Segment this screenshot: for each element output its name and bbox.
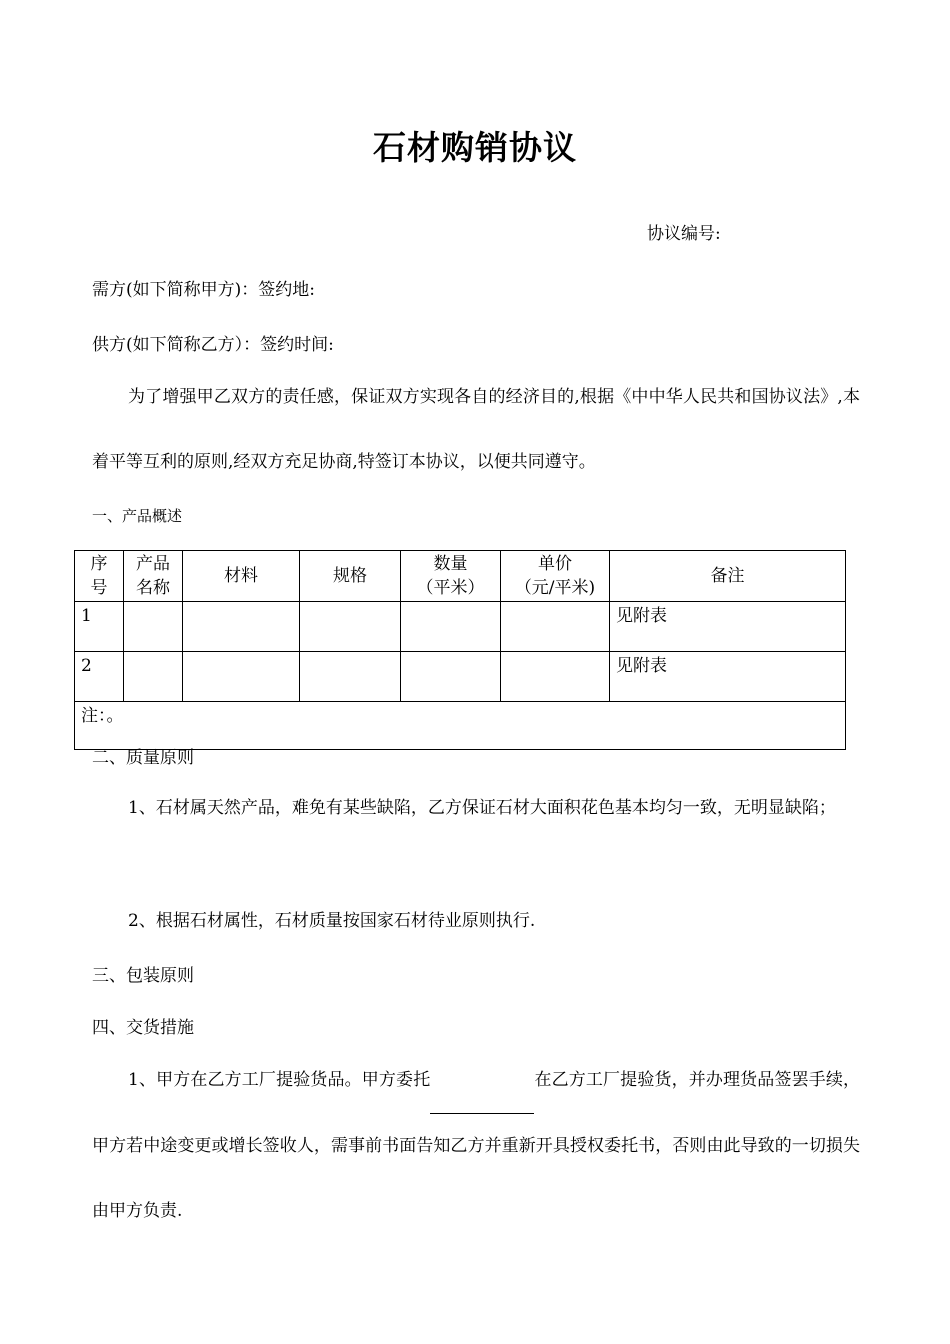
cell-material — [183, 602, 300, 652]
cell-spec — [300, 602, 401, 652]
table-row — [75, 602, 846, 652]
table-header-row — [75, 551, 846, 602]
cell-seq: 2 — [75, 652, 124, 702]
header-spec: 规格 — [300, 551, 401, 602]
cell-material — [183, 652, 300, 702]
quality-clause-1: 1、石材属天然产品，难免有某些缺陷，乙方保证石材大面积花色基本均匀一致，无明显缺陷； — [128, 798, 836, 818]
cell-unit-price — [501, 652, 610, 702]
cell-remark: 见附表 — [610, 652, 846, 702]
header-seq: 序 号 — [75, 551, 124, 602]
cell-unit-price — [501, 602, 610, 652]
preamble-paragraph: 为了增强甲乙双方的责任感，保证双方实现各自的经济目的,根据《中中华人民共和国协议法》,本着平等互利的原则,经双方充足协商,特签订本协议，以便共同遵守。 — [92, 387, 860, 472]
page-title: 石材购销协议 — [373, 128, 577, 167]
table-row — [75, 652, 846, 702]
product-table — [74, 550, 846, 750]
cell-quantity — [401, 602, 501, 652]
cell-remark: 见附表 — [610, 602, 846, 652]
section-heading-packaging: 三、包装原则 — [92, 966, 194, 986]
section-heading-delivery: 四、交货措施 — [92, 1018, 194, 1038]
party-a-line: 需方(如下简称甲方)：签约地: — [92, 280, 315, 300]
contract-number-label: 协议编号: — [647, 224, 721, 244]
delivery-clause-1: 1、甲方在乙方工厂提验货品。甲方委托 在乙方工厂提验货，并办理货品签罢手续，甲方若中途变更或增长签收人，需事前书面告知乙方并重新开具授权委托书，否则由此导致的一切损失由甲方负责. — [92, 1048, 860, 1244]
table-note-row — [75, 702, 846, 750]
cell-product-name — [124, 652, 183, 702]
party-b-line: 供方(如下简称乙方）：签约时间: — [92, 335, 334, 355]
cell-product-name — [124, 602, 183, 652]
header-unit-price: 单价 （元/平米) — [501, 551, 610, 602]
cell-spec — [300, 652, 401, 702]
table-note: 注：。 — [75, 702, 846, 750]
quality-clause-2: 2、根据石材属性，石材质量按国家石材待业原则执行. — [128, 911, 536, 931]
cell-quantity — [401, 652, 501, 702]
section-heading-product-overview: 一、产品概述 — [92, 507, 183, 525]
header-quantity: 数量 （平米） — [401, 551, 501, 602]
header-material: 材料 — [183, 551, 300, 602]
section-heading-quality: 二、质量原则 — [92, 748, 194, 768]
blank-line — [430, 1048, 534, 1114]
header-remark: 备注 — [610, 551, 846, 602]
header-product-name: 产品 名称 — [124, 551, 183, 602]
cell-seq: 1 — [75, 602, 124, 652]
